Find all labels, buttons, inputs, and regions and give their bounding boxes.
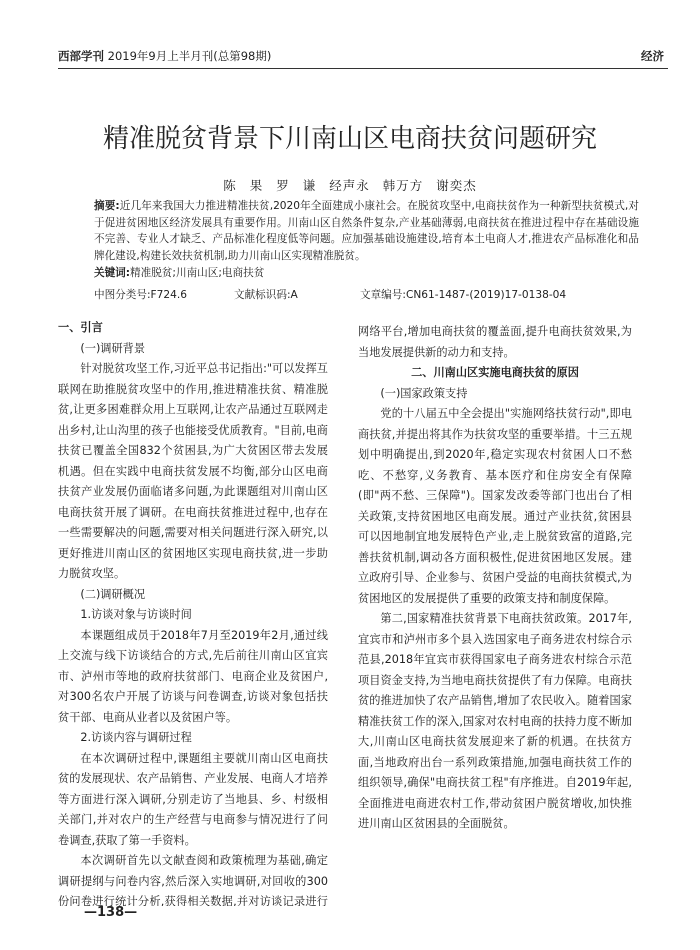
body-paragraph: 1.访谈对象与访谈时间 (80, 608, 192, 621)
article-title: 精准脱贫背景下川南山区电商扶贫问题研究 (102, 124, 597, 154)
section-heading: (一)调研背景 (80, 341, 146, 355)
journal-name: 西部学刊 (58, 49, 104, 63)
author: 罗 谦 (276, 178, 317, 193)
body-paragraph: 本课题组成员于2018年7月至2019年2月,通过线上交流与线下访谈结合的方式,先后前往川南山区宜宾市、泸州市等地的政府扶贫部门、电商企业及贫困户,对300名农户开展了访谈与问卷调查,访谈对象包括扶贫干部、电商从业者以及贫困户等。 (58, 628, 328, 724)
page-number: —138— (84, 905, 138, 920)
left-column (58, 318, 328, 906)
running-head-left (58, 48, 271, 64)
author-list (0, 176, 700, 194)
abstract-text: 近几年来我国大力推进精准扶贫,2020年全面建成小康社会。在脱贫攻坚中,电商扶贫作为一种新型扶贫模式,对于促进贫困地区经济发展具有重要作用。川南山区自然条件复杂,产业基础薄弱,电商扶贫在推进过程中存在基础设施不完善、专业人才缺乏、产品标准化程度低等问题。应加强基础设施建设,培育本土电商人才,推进农产品标准化和品牌化建设,构建长效扶贫机制,助力川南山区实现精准脱贫。 (94, 200, 639, 262)
classification-line (94, 287, 639, 303)
section-heading: 一、引言 (58, 321, 103, 334)
keywords-label: 关键词: (94, 267, 131, 279)
clc-number: 中图分类号:F724.6 (94, 289, 187, 301)
abstract-label: 摘要: (94, 200, 120, 212)
author: 谢奕杰 (436, 178, 477, 193)
body-paragraph: 党的十八届五中全会提出"实施网络扶贫行动",即电商扶贫,并提出将其作为扶贫攻坚的重要举措。十三五规划中明确提出,到2020年,稳定实现农村贫困人口不愁吃、不愁穿,义务教育、基本医疗和住房安全有保障(即"两不愁、三保障")。国家发改委等部门也出台了相关政策,支持贫困地区电商发展。通过产业扶贫,贫困县可以因地制宜地发展特色产业,走上脱贫致富的道路,完善扶贫机制,调动各方面积极性,促进贫困地区发展。建立政府引导、企业参与、贫困户受益的电商扶贫模式,为贫困地区的发展提供了重要的政策支持和制度保障。 (358, 407, 632, 605)
body-paragraph: 针对脱贫攻坚工作,习近平总书记指出:"可以发挥互联网在助推脱贫攻坚中的作用,推进精准扶贫、精准脱贫,让更多困难群众用上互联网,让农产品通过互联网走出乡村,让山沟里的孩子也能接受优质教育。"目前,电商扶贫已覆盖全国832个贫困县,为广大贫困区带去发展机遇。但在实践中电商扶贫发展不均衡,部分山区电商扶贫产业发展仍面临诸多问题,为此课题组对川南山区电商扶贫开展了调研。在电商扶贫推进过程中,也存在一些需要解决的问题,需要对相关问题进行深入研究,以更好推进川南山区的贫困地区实现电商扶贫,进一步助力脱贫攻坚。 (58, 362, 328, 580)
body-paragraph: 2.访谈内容与调研过程 (80, 731, 192, 744)
keywords (94, 265, 639, 281)
running-head (58, 46, 668, 69)
section-heading: 二、川南山区实施电商扶贫的原因 (411, 366, 579, 379)
body-paragraph: 第二,国家精准扶贫背景下电商扶贫政策。2017年,宜宾市和泸州市多个县入选国家电子商务进农村综合示范县,2018年宜宾市获得国家电子商务进农村综合示范项目资金支持,为当地电商扶贫提供了有力保障。电商扶贫的推进加快了农产品销售,增加了农民收入。随着国家精准扶贫工作的深入,国家对农村电商的扶持力度不断加大,川南山区电商扶贫发展迎来了新的机遇。在扶贫方面,当地政府出台一系列政策措施,加强电商扶贫工作的组织领导,确保"电商扶贫工程"有序推进。自2019年起,全面推进电商进农村工作,带动贫困户脱贫增收,加快推进川南山区贫困县的全面脱贫。 (358, 612, 632, 830)
section-label: 经济 (641, 49, 664, 63)
document-code: 文献标识码:A (234, 289, 298, 301)
article-number: 文章编号:CN61-1487-(2019)17-0138-04 (360, 289, 567, 301)
right-column (358, 322, 632, 910)
body-paragraph: 网络平台,增加电商扶贫的覆盖面,提升电商扶贫效果,为当地发展提供新的动力和支持。 (358, 325, 632, 359)
section-heading: (二)调研概况 (80, 587, 146, 601)
body-paragraph: 本次调研首先以文献查阅和政策梳理为基础,确定调研提纲与问卷内容,然后深入实地调研,对回收的300份问卷进行统计分析,获得相关数据,并对访谈记录进行 (58, 854, 328, 906)
abstract (94, 198, 639, 264)
author: 经声永 (329, 178, 370, 193)
section-heading: (一)国家政策支持 (380, 386, 468, 400)
author: 陈 果 (223, 178, 264, 193)
author: 韩万方 (382, 178, 424, 193)
issue-info: 2019年9月上半月刊(总第98期) (107, 49, 272, 63)
body-paragraph: 在本次调研过程中,课题组主要就川南山区电商扶贫的发展现状、农产品销售、产业发展、电商人才培养等方面进行深入调研,分别走访了当地县、乡、村级相关部门,并对农户的生产经营与电商参与情况进行了问卷调查,获取了第一手资料。 (58, 751, 328, 847)
keywords-text: 精准脱贫;川南山区;电商扶贫 (130, 267, 265, 279)
